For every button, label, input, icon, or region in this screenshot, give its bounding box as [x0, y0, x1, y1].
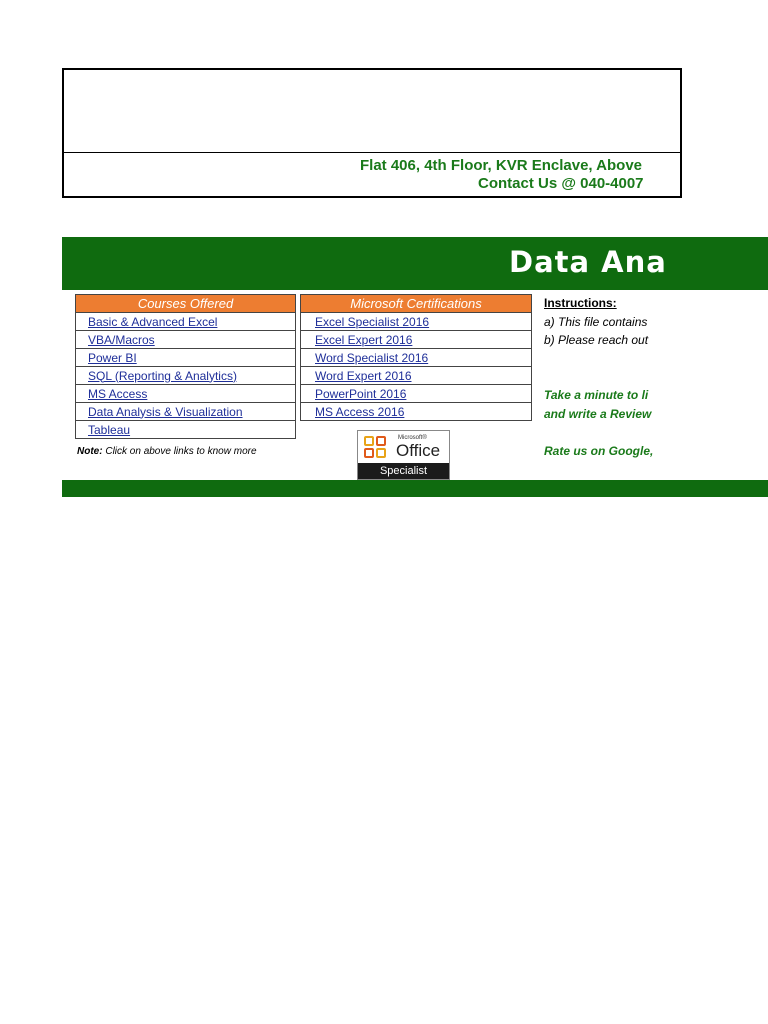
certifications-header: Microsoft Certifications	[301, 295, 532, 313]
rate-prompt: Rate us on Google,	[544, 444, 654, 458]
header-box	[62, 68, 682, 198]
footer-bar	[62, 480, 768, 497]
logo-office-text: Office	[396, 441, 441, 460]
header-divider	[64, 152, 680, 153]
certification-link[interactable]: MS Access 2016	[315, 404, 405, 419]
course-link[interactable]: Tableau	[88, 422, 131, 437]
logo-microsoft-text: Microsoft®	[398, 435, 427, 441]
review-prompt-line2: and write a Review	[544, 407, 652, 421]
office-squares-icon	[364, 436, 388, 460]
courses-table	[75, 294, 296, 439]
certifications-table	[300, 294, 532, 421]
instructions-heading: Instructions:	[544, 296, 617, 310]
instructions-panel	[540, 292, 654, 472]
banner-title: Data Ana	[509, 245, 667, 279]
address-text: Flat 406, 4th Floor, KVR Enclave, Above	[360, 157, 643, 174]
note-text: Click on above links to know more	[105, 446, 257, 457]
title-banner	[62, 237, 768, 290]
review-prompt-line1: Take a minute to li	[544, 388, 649, 402]
header-area	[0, 0, 650, 232]
course-link[interactable]: Basic & Advanced Excel	[88, 314, 218, 329]
logo-specialist-strip: Specialist	[358, 463, 449, 479]
note-label: Note:	[77, 446, 103, 457]
certification-link[interactable]: Excel Expert 2016	[315, 332, 413, 347]
course-link[interactable]: VBA/Macros	[88, 332, 155, 347]
course-link[interactable]: SQL (Reporting & Analytics)	[88, 368, 237, 383]
certification-link[interactable]: Word Specialist 2016	[315, 350, 429, 365]
instruction-b: b) Please reach out	[544, 333, 649, 347]
note	[77, 446, 257, 457]
office-specialist-logo	[357, 430, 450, 480]
certification-link[interactable]: PowerPoint 2016	[315, 386, 407, 401]
contact-text: Contact Us @ 040-4007	[478, 175, 644, 192]
course-link[interactable]: MS Access	[88, 386, 148, 401]
certification-link[interactable]: Word Expert 2016	[315, 368, 412, 383]
course-link[interactable]: Power BI	[88, 350, 137, 365]
course-link[interactable]: Data Analysis & Visualization	[88, 404, 243, 419]
instruction-a: a) This file contains	[544, 315, 648, 329]
certification-link[interactable]: Excel Specialist 2016	[315, 314, 430, 329]
courses-header: Courses Offered	[76, 295, 296, 313]
